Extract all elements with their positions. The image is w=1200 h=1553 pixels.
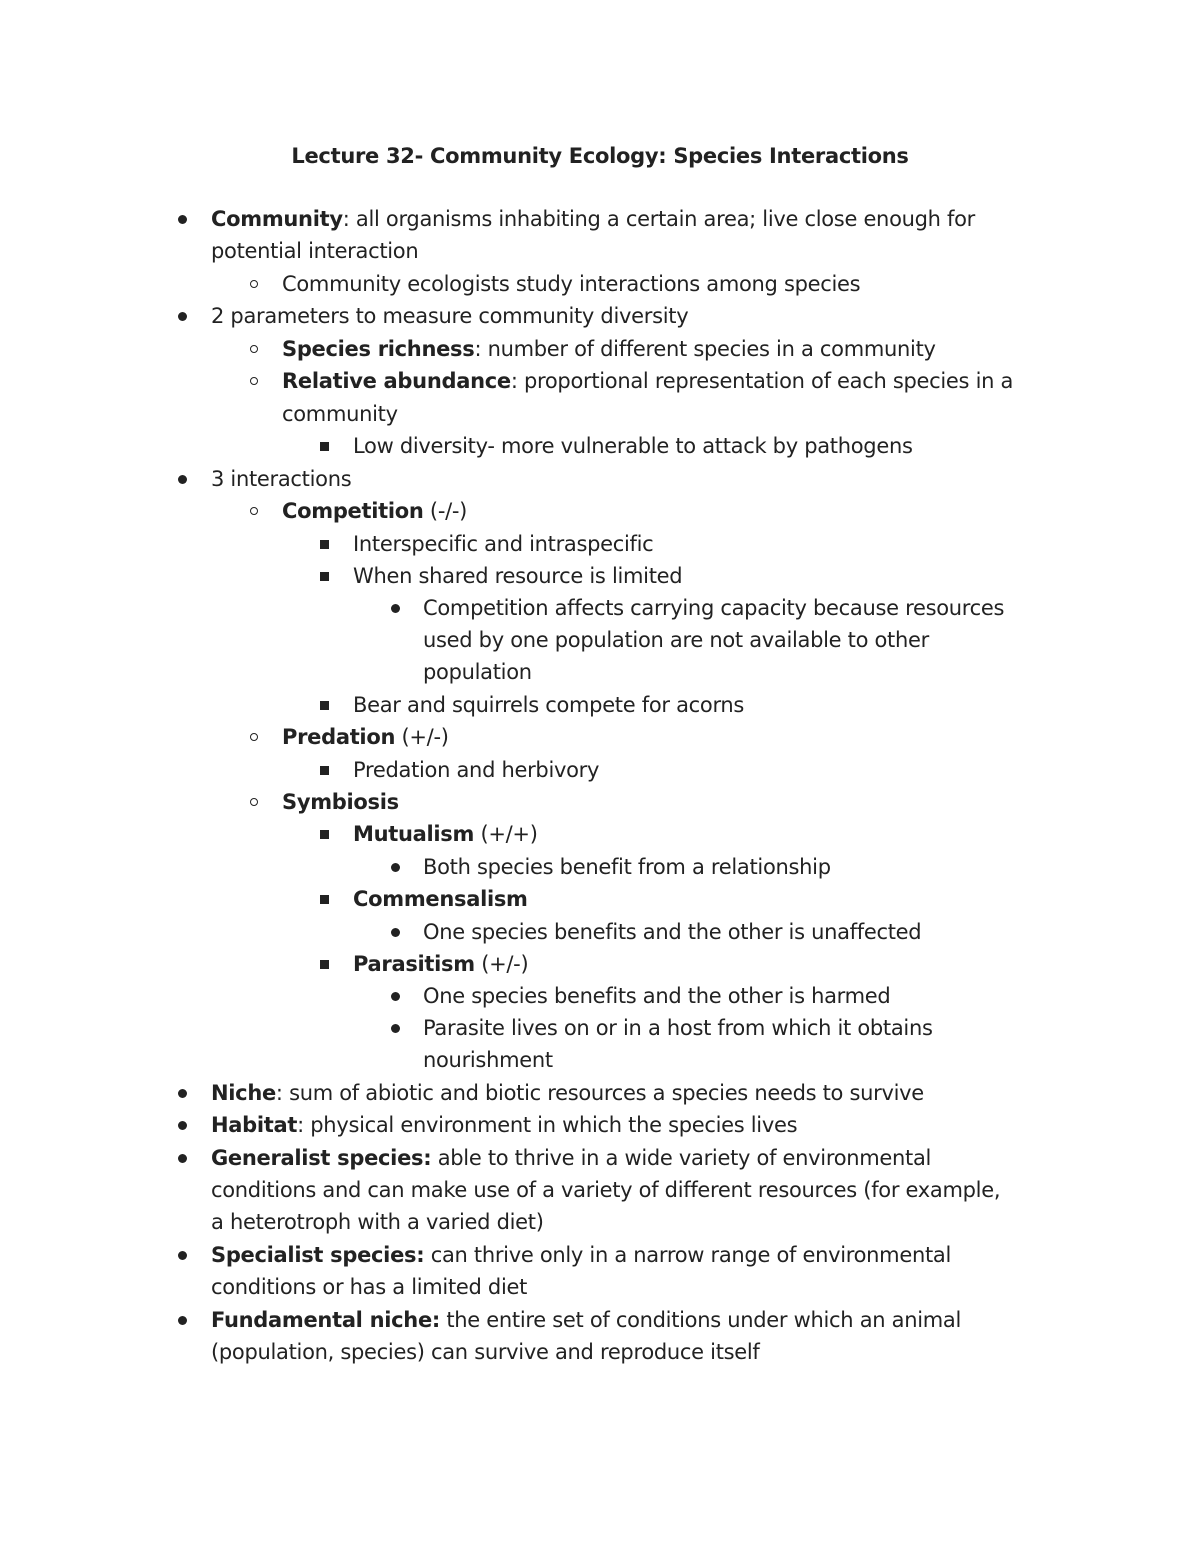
bullet-disc-icon	[176, 1142, 192, 1174]
bullet-disc-icon	[176, 1239, 192, 1271]
list-item-fundamental-niche: Fundamental niche: the entire set of conditions under which an animal	[0, 1304, 1200, 1336]
bullet-disc-icon	[176, 463, 192, 495]
list-item-relative-abundance: Relative abundance: proportional representation of each species in a	[0, 365, 1200, 397]
list-item-generalist: Generalist species: able to thrive in a wide variety of environmental	[0, 1142, 1200, 1174]
list-item-commensalism-def: One species benefits and the other is unaffected	[0, 916, 1200, 948]
list-item-herbivory: Predation and herbivory	[0, 754, 1200, 786]
term-specialist: Specialist species:	[211, 1243, 425, 1267]
list-item-continuation: conditions and can make use of a variety of different resources (for example,	[211, 1178, 1001, 1202]
list-item-continuation: conditions or has a limited diet	[211, 1275, 528, 1299]
list-item-continuation: a heterotroph with a varied diet)	[211, 1210, 544, 1234]
list-item-continuation: population	[423, 660, 532, 684]
list-item-commensalism	[0, 883, 1200, 915]
bullet-circle-icon	[248, 333, 264, 365]
bullet-disc-icon	[176, 300, 192, 332]
list-item-species-richness: Species richness: number of different species in a community	[0, 333, 1200, 365]
list-item-continuation: potential interaction	[211, 239, 419, 263]
term-habitat: Habitat	[211, 1113, 298, 1137]
bullet-square-icon	[318, 818, 334, 850]
list-item-bear-squirrels: Bear and squirrels compete for acorns	[0, 689, 1200, 721]
bullet-square-icon	[318, 883, 334, 915]
term-species-richness: Species richness	[282, 337, 475, 361]
bullet-disc-icon	[389, 851, 405, 883]
term-commensalism: Commensalism	[353, 887, 528, 911]
bullet-square-icon	[318, 430, 334, 462]
bullet-disc-icon	[389, 980, 405, 1012]
bullet-disc-icon	[389, 1012, 405, 1044]
list-item-carrying-capacity: Competition affects carrying capacity because resources	[0, 592, 1200, 624]
list-item-parasite-host: Parasite lives on or in a host from which it obtains	[0, 1012, 1200, 1044]
page-title: Lecture 32- Community Ecology: Species Interactions	[291, 144, 909, 168]
term-mutualism: Mutualism	[353, 822, 475, 846]
list-item-niche: Niche: sum of abiotic and biotic resources a species needs to survive	[0, 1077, 1200, 1109]
list-item-habitat: Habitat: physical environment in which the species lives	[0, 1109, 1200, 1141]
list-item-continuation: (population, species) can survive and reproduce itself	[211, 1340, 760, 1364]
list-item-inter-intra: Interspecific and intraspecific	[0, 528, 1200, 560]
list-item-low-diversity: Low diversity- more vulnerable to attack by pathogens	[0, 430, 1200, 462]
list-item-shared-resource: When shared resource is limited	[0, 560, 1200, 592]
list-item-interactions: 3 interactions	[0, 463, 1200, 495]
list-item-predation: Predation (+/-)	[0, 721, 1200, 753]
term-community: Community	[211, 207, 343, 231]
term-relative-abundance: Relative abundance	[282, 369, 511, 393]
bullet-circle-icon	[248, 786, 264, 818]
bullet-disc-icon	[176, 1304, 192, 1336]
list-item-parameters: 2 parameters to measure community diversity	[0, 300, 1200, 332]
list-item-continuation: community	[282, 402, 398, 426]
term-symbiosis: Symbiosis	[282, 790, 399, 814]
list-item-mutualism-def: Both species benefit from a relationship	[0, 851, 1200, 883]
list-item-community-sub: Community ecologists study interactions among species	[0, 268, 1200, 300]
term-competition: Competition	[282, 499, 424, 523]
bullet-square-icon	[318, 689, 334, 721]
term-niche: Niche	[211, 1081, 276, 1105]
bullet-circle-icon	[248, 365, 264, 397]
bullet-circle-icon	[248, 721, 264, 753]
list-item-continuation: nourishment	[423, 1048, 553, 1072]
list-item-specialist: Specialist species: can thrive only in a narrow range of environmental	[0, 1239, 1200, 1271]
list-item-mutualism: Mutualism (+/+)	[0, 818, 1200, 850]
term-fundamental-niche: Fundamental niche:	[211, 1308, 440, 1332]
bullet-square-icon	[318, 560, 334, 592]
definition-community: : all organisms inhabiting a certain area; live close enough for	[342, 207, 976, 231]
bullet-disc-icon	[176, 1077, 192, 1109]
bullet-circle-icon	[248, 268, 264, 300]
bullet-disc-icon	[389, 592, 405, 624]
list-item-competition: Competition (-/-)	[0, 495, 1200, 527]
term-predation: Predation	[282, 725, 396, 749]
bullet-circle-icon	[248, 495, 264, 527]
list-item-parasitism-def: One species benefits and the other is harmed	[0, 980, 1200, 1012]
bullet-disc-icon	[389, 916, 405, 948]
list-item-community	[0, 203, 1200, 235]
bullet-disc-icon	[176, 203, 192, 235]
bullet-square-icon	[318, 528, 334, 560]
bullet-disc-icon	[176, 1109, 192, 1141]
list-item-symbiosis	[0, 786, 1200, 818]
bullet-square-icon	[318, 948, 334, 980]
bullet-square-icon	[318, 754, 334, 786]
term-parasitism: Parasitism	[353, 952, 475, 976]
list-item-parasitism: Parasitism (+/-)	[0, 948, 1200, 980]
term-generalist: Generalist species:	[211, 1146, 432, 1170]
list-item-continuation: used by one population are not available to other	[423, 628, 929, 652]
